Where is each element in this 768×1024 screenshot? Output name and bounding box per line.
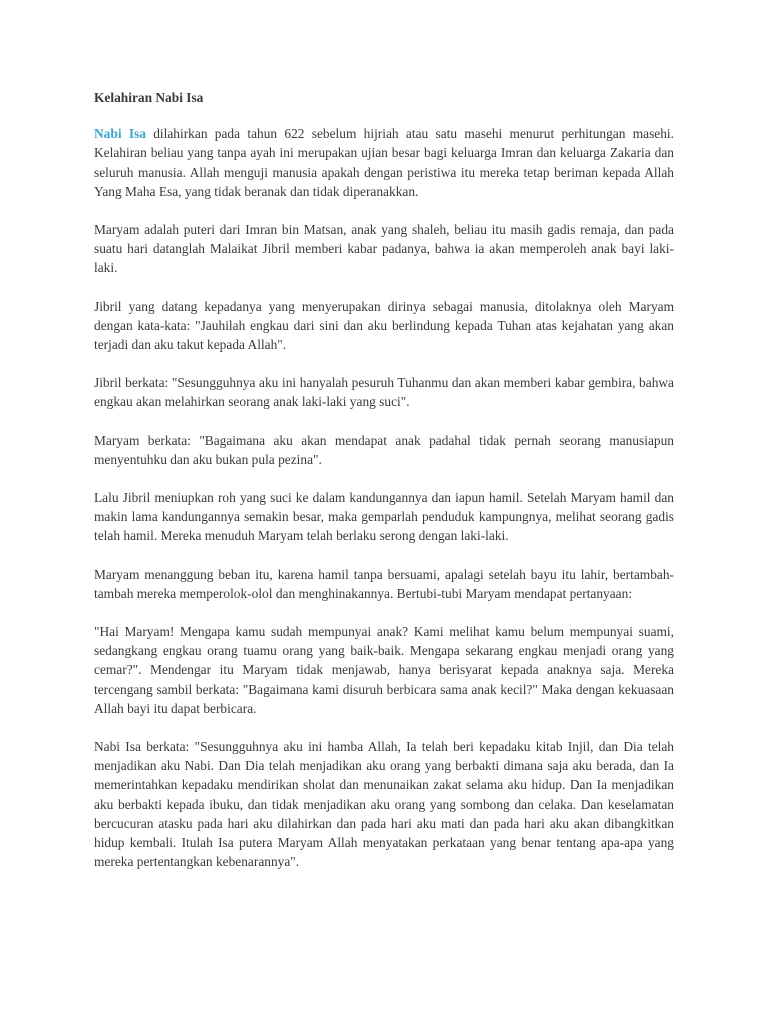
paragraph-jibril-refused: Jibril yang datang kepadanya yang menyerupakan dirinya sebagai manusia, ditolaknya oleh Maryam dengan kata-kata: "Jauhilah engkau dari sini dan aku berlindung kepada Tuhan atas kejahatan yang akan terjadi dan aku takut kepada Allah". [94,298,674,353]
paragraph-questioning: "Hai Maryam! Mengapa kamu sudah mempunyai anak? Kami melihat kamu belum mempunyai suami, sedangkang engkau orang tuamu orang yang baik-baik. Mengapa sekarang engkau menjadi orang yang cemar?". Mendengar itu Maryam tidak menjawab, hanya berisyarat kepada anaknya saja. Mereka tercengang sambil berkata: "Bagaimana kami disuruh berbicara sama anak kecil?" Maka dengan kekuasaan Allah bayi itu dapat berbicara. [94,624,674,716]
nabi-isa-link[interactable]: Nabi Isa [94,126,146,142]
paragraph-conception: Lalu Jibril meniupkan roh yang suci ke dalam kandungannya dan iapun hamil. Setelah Maryam hamil dan makin lama kandungannya semakin besar, maka gemparlah penduduk kampungnya, melihat seorang gadis telah hamil. Mereka menuduh Maryam telah berlaku serong dengan laki-laki. [94,490,674,544]
intro-paragraph [94,124,674,201]
paragraph-isa-speaks: Nabi Isa berkata: "Sesungguhnya aku ini hamba Allah, Ia telah beri kepadaku kitab Injil, dan Dia telah menjadikan aku Nabi. Dan Dia telah menjadikan aku orang yang berbakti dimana saja aku berada, dan Ia memerintahkan kepadaku mendirikan sholat dan menunaikan zakat selama aku hidup. Dan Ia menjadikan aku berbakti kepada ibuku, dan tidak menjadikan aku orang yang sombong dan celaka. Dan keselamatan bercucuran atasku pada hari aku dilahirkan dan pada hari aku mati dan pada hari aku akan dibangkitkan hidup kembali. Itulah Isa putera Maryam Allah menyatakan perkataan yang benar tentang apa-apa yang mereka pertentangkan kebenarannya". [94,739,674,870]
document-page [94,88,674,891]
paragraph-jibril-speaks: Jibril berkata: "Sesungguhnya aku ini hanyalah pesuruh Tuhanmu dan akan memberi kabar gembira, bahwa engkau akan melahirkan seorang anak laki-laki yang suci". [94,375,674,410]
intro-text: dilahirkan pada tahun 622 sebelum hijriah atau satu masehi menurut perhitungan masehi. Kelahiran beliau yang tanpa ayah ini merupakan ujian besar bagi keluarga Imran dan keluarga Zakaria dan seluruh manusia. Allah menguji manusia apakah dengan peristiwa itu mereka tetap beriman kepada Allah Yang Maha Esa, yang tidak beranak dan tidak diperanakkan. [94,126,674,199]
paragraph-maryam-speaks: Maryam berkata: "Bagaimana aku akan mendapat anak padahal tidak pernah seorang manusiapun menyentuhku dan aku bukan pula pezina". [94,432,674,467]
paragraph-maryam-intro: Maryam adalah puteri dari Imran bin Matsan, anak yang shaleh, beliau itu masih gadis remaja, dan pada suatu hari datanglah Malaikat Jibril memberi kabar padanya, bahwa ia akan memperoleh anak bayi laki-laki. [94,222,674,276]
article-title: Kelahiran Nabi Isa [94,90,204,105]
paragraph-burden: Maryam menanggung beban itu, karena hamil tanpa bersuami, apalagi setelah bayu itu lahir, bertambah-tambah mereka memperolok-olol dan menghinakannya. Bertubi-tubi Maryam mendapat pertanyaan: [94,566,674,601]
